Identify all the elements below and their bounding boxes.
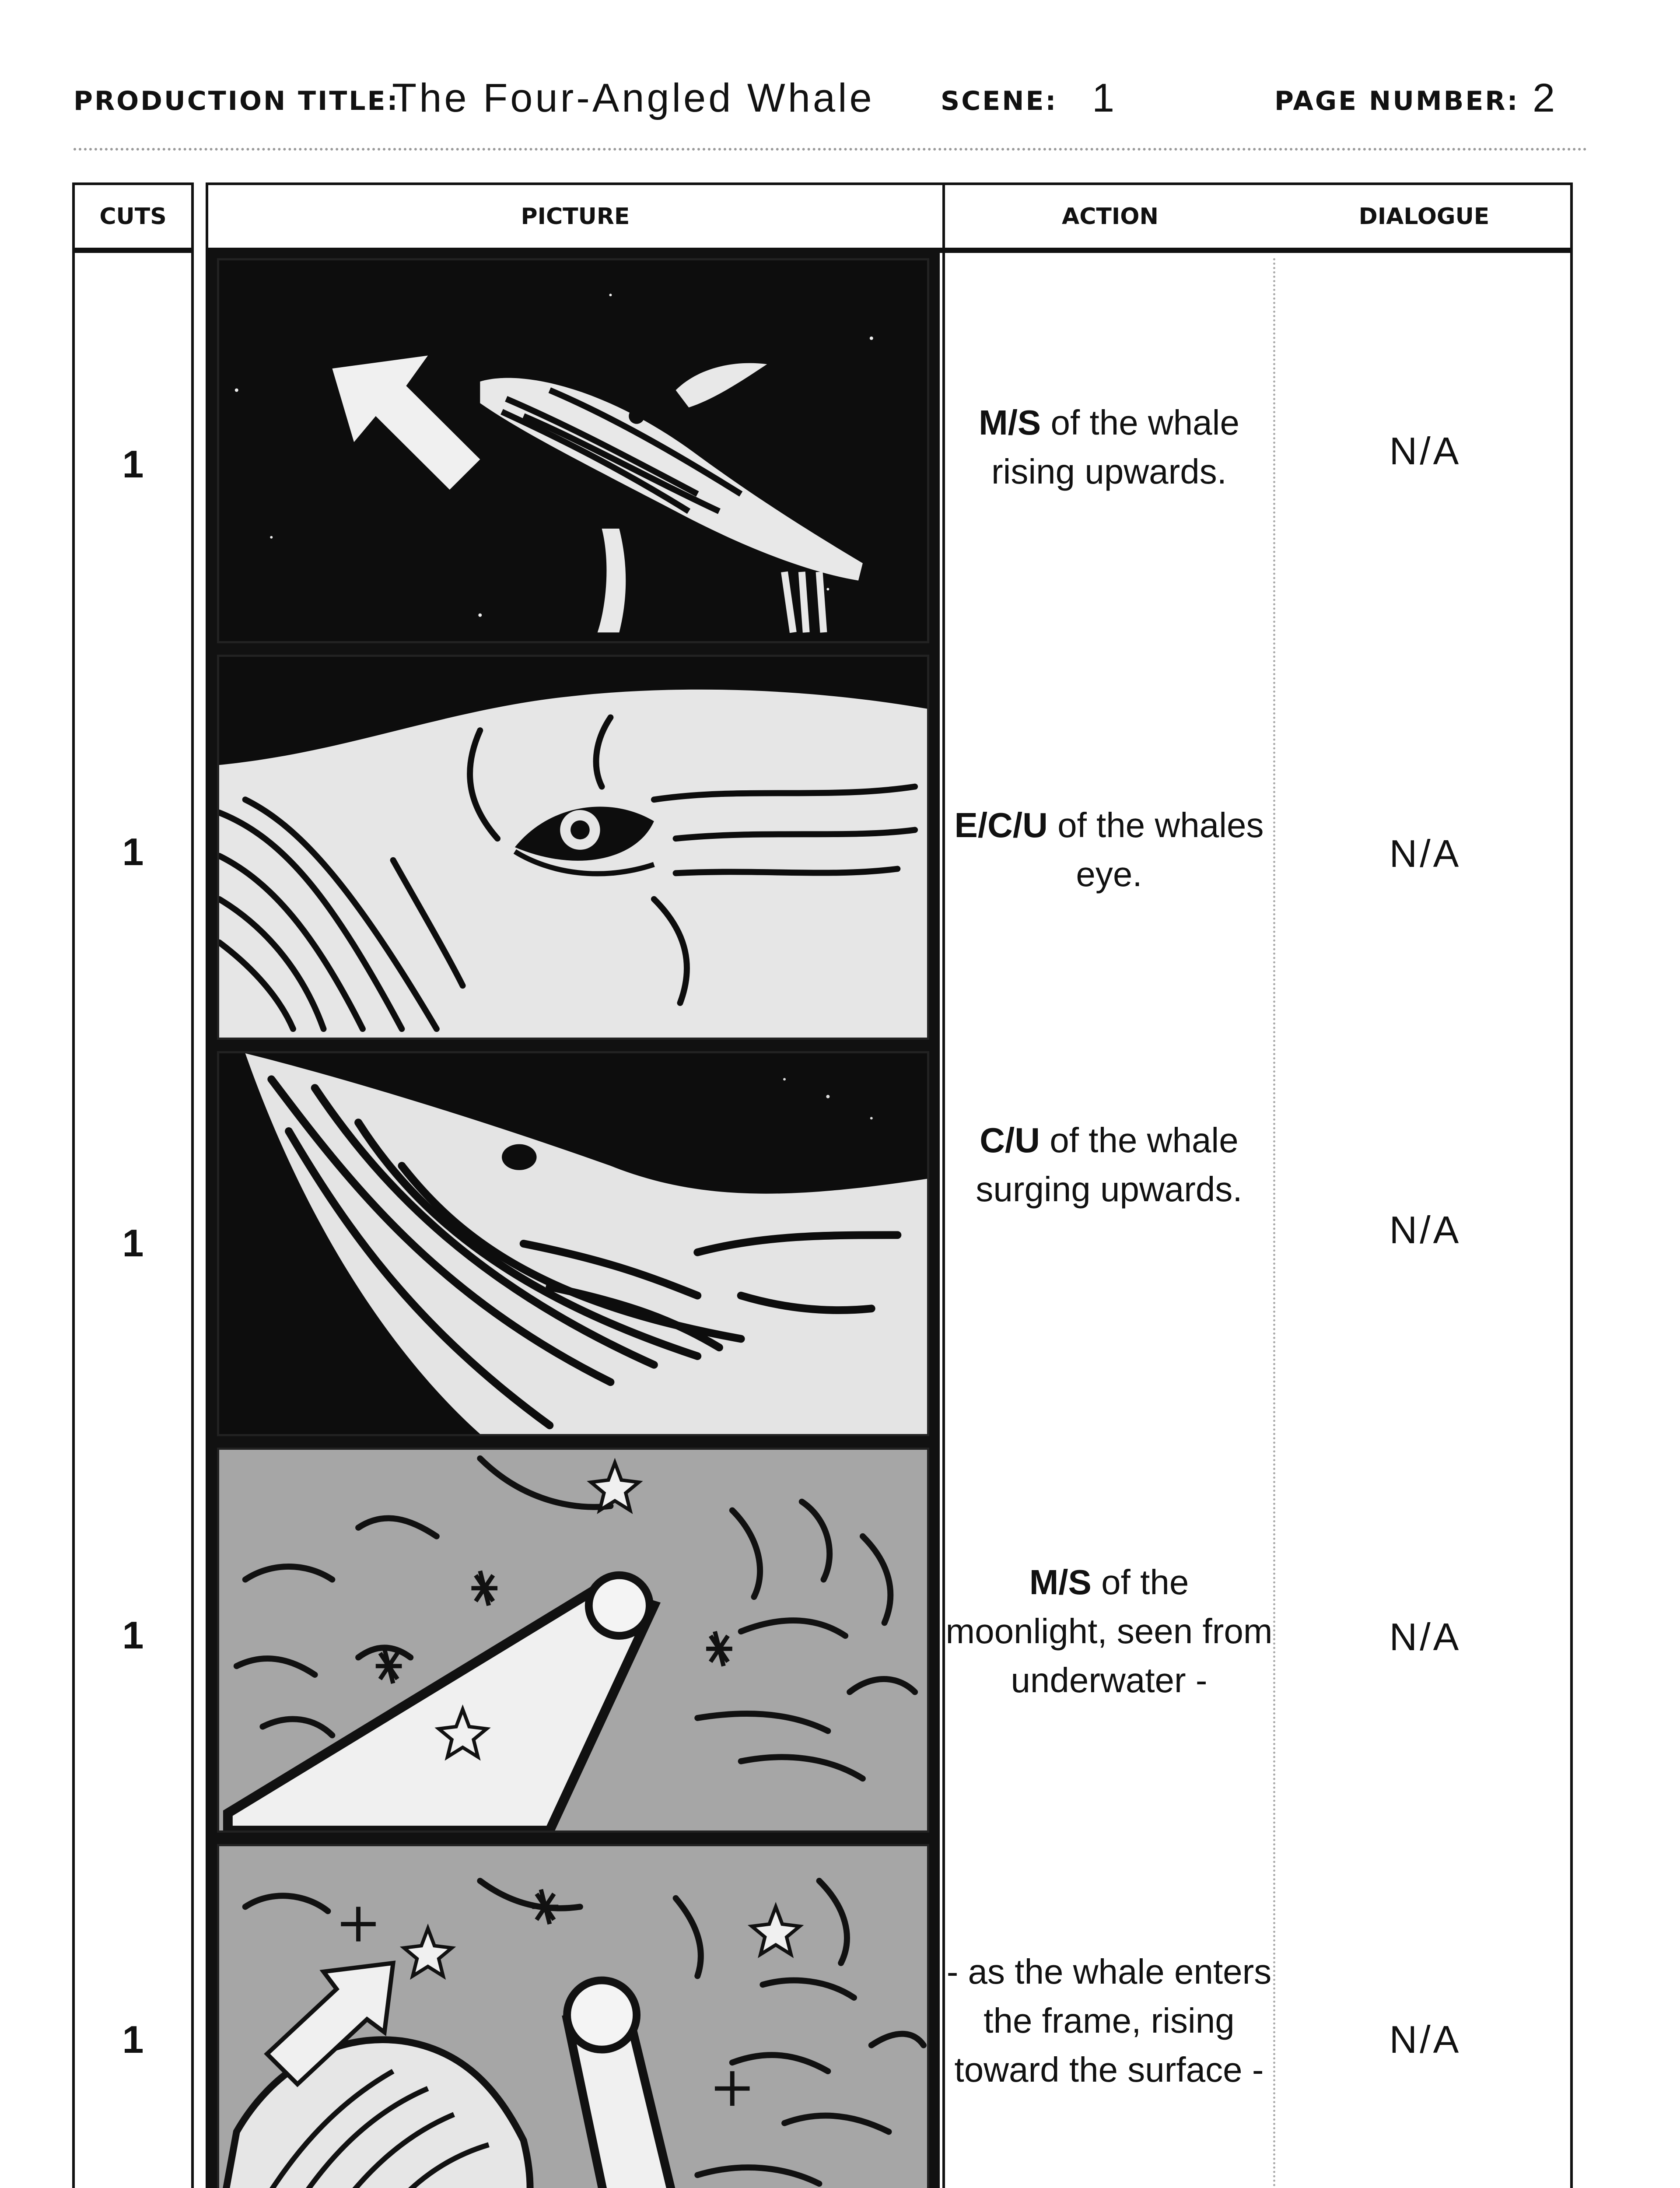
header-divider [74, 148, 1587, 151]
dialogue-text-1: N/A [1389, 429, 1462, 473]
shot-type: M/S [979, 403, 1041, 442]
whale-surging-illustration [219, 1053, 927, 1434]
page-number-label: PAGE NUMBER: [1274, 86, 1519, 116]
action-description: of the whales eye. [1047, 806, 1264, 894]
shot-type: C/U [980, 1121, 1040, 1160]
production-title: The Four-Angled Whale [392, 76, 875, 120]
column-divider [942, 253, 945, 2188]
storyboard-frame-2 [217, 655, 929, 1040]
action-column-header: ACTION [1062, 203, 1158, 230]
shot-type: E/C/U [954, 806, 1048, 845]
dialogue-text-2: N/A [1389, 832, 1462, 875]
storyboard-frame-3 [217, 1051, 929, 1436]
action-description: of the whale rising upwards. [991, 403, 1239, 491]
header [74, 66, 1618, 118]
action-text-5 [945, 1947, 1273, 2094]
storyboard-frame-5 [217, 1844, 929, 2188]
table-header [206, 182, 1573, 250]
whale-entering-frame-illustration [219, 1846, 927, 2188]
storyboard-frame-1 [217, 258, 929, 643]
picture-column-header: PICTURE [521, 203, 630, 230]
whale-eye-illustration [219, 657, 927, 1038]
cuts-column-header: CUTS [72, 182, 194, 250]
shot-type: M/S [1029, 1563, 1092, 1602]
storyboard-frame-4 [217, 1448, 929, 1833]
cut-number-5: 1 [122, 2018, 144, 2061]
moonlight-underwater-illustration [219, 1450, 927, 1830]
action-text-4 [945, 1558, 1273, 1705]
dialogue-text-4: N/A [1389, 1615, 1462, 1659]
cut-number-1: 1 [122, 442, 144, 486]
whale-rising-illustration [219, 260, 927, 641]
dialogue-text-3: N/A [1389, 1208, 1462, 1252]
dialogue-text-5: N/A [1389, 2018, 1462, 2061]
cut-number-4: 1 [122, 1613, 144, 1657]
action-text-2 [945, 801, 1273, 899]
scene-number: 1 [1092, 76, 1117, 120]
cuts-column [72, 250, 194, 2188]
action-description: of the whale surging upwards. [976, 1121, 1242, 1209]
scene-label: SCENE: [941, 86, 1058, 116]
page-number: 2 [1533, 76, 1558, 120]
dialogue-column-header: DIALOGUE [1358, 203, 1490, 230]
action-description: of the moonlight, seen from underwater - [945, 1563, 1273, 1700]
cut-number-2: 1 [122, 830, 144, 873]
production-title-label: PRODUCTION TITLE: [74, 86, 399, 116]
action-description: - as the whale enters the frame, rising toward the surface - [946, 1952, 1272, 2089]
cut-number-3: 1 [122, 1221, 144, 1265]
action-text-3 [945, 1116, 1273, 1214]
action-text-1 [945, 398, 1273, 496]
dialogue-divider [1273, 258, 1275, 2188]
